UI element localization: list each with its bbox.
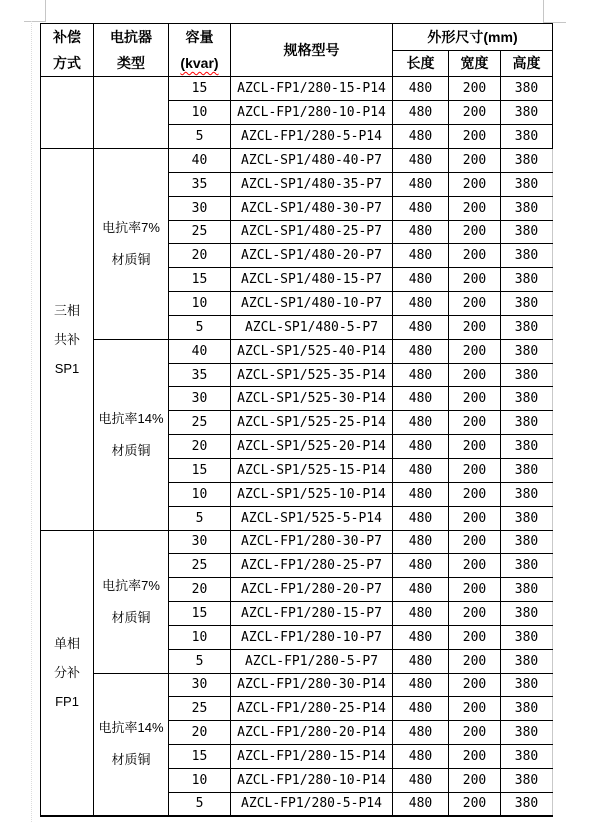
model-cell: AZCL-FP1/280-5-P14 [231,792,393,816]
dim-width-cell: 200 [449,745,501,769]
header-length: 长度 [393,50,449,77]
model-cell: AZCL-FP1/280-30-P7 [231,530,393,554]
dim-width-cell: 200 [449,220,501,244]
dim-length-cell: 480 [393,220,449,244]
cell-text-line: FP1 [55,694,79,710]
cell-text-line: 材质铜 [111,609,151,625]
dim-height-cell: 380 [501,458,553,482]
dim-length-cell: 480 [393,125,449,149]
capacity-cell: 10 [169,625,231,649]
reactor-group-cell [94,673,169,816]
dim-height-cell: 380 [501,101,553,125]
dim-length-cell: 480 [393,673,449,697]
dim-length-cell: 480 [393,530,449,554]
cell-text-line: 材质铜 [111,752,151,768]
header-model: 规格型号 [231,24,393,77]
capacity-cell: 10 [169,768,231,792]
capacity-cell: 15 [169,458,231,482]
header-text: 容量 [185,29,214,45]
dim-width-cell: 200 [449,768,501,792]
dim-height-cell: 380 [501,745,553,769]
dim-height-cell: 380 [501,673,553,697]
section-name-cell [41,530,94,816]
cell-text-line: SP1 [54,360,80,376]
dim-width-cell: 200 [449,649,501,673]
dim-width-cell: 200 [449,435,501,459]
dim-height-cell: 380 [501,697,553,721]
model-cell: AZCL-FP1/280-15-P14 [231,77,393,101]
reactor-group-cell [94,339,169,530]
capacity-cell: 35 [169,172,231,196]
dim-length-cell: 480 [393,625,449,649]
cell-text-line: 电抗率14% [98,410,164,426]
dim-length-cell: 480 [393,172,449,196]
model-cell: AZCL-FP1/280-25-P7 [231,554,393,578]
dim-length-cell: 480 [393,745,449,769]
dim-length-cell: 480 [393,363,449,387]
cell-text-line: 电抗率14% [98,720,164,736]
model-cell: AZCL-SP1/480-20-P7 [231,244,393,268]
model-cell: AZCL-SP1/525-25-P14 [231,411,393,435]
table-row [41,339,553,363]
capacity-cell: 30 [169,673,231,697]
crop-mark-top-right-vertical [543,0,544,23]
cell-text-line: 材质铜 [111,251,151,267]
dim-height-cell: 380 [501,363,553,387]
model-cell: AZCL-SP1/480-15-P7 [231,268,393,292]
dim-height-cell: 380 [501,578,553,602]
capacity-cell: 5 [169,792,231,816]
dim-height-cell: 380 [501,268,553,292]
dim-length-cell: 480 [393,792,449,816]
model-cell: AZCL-FP1/280-5-P14 [231,125,393,149]
capacity-cell: 15 [169,268,231,292]
dim-width-cell: 200 [449,387,501,411]
model-cell: AZCL-SP1/480-25-P7 [231,220,393,244]
dim-length-cell: 480 [393,315,449,339]
dim-width-cell: 200 [449,578,501,602]
capacity-cell: 5 [169,315,231,339]
dim-height-cell: 380 [501,482,553,506]
cell-text-line: 分补 [53,665,80,681]
dim-length-cell: 480 [393,482,449,506]
dim-width-cell: 200 [449,125,501,149]
dim-width-cell: 200 [449,697,501,721]
dim-width-cell: 200 [449,625,501,649]
capacity-cell: 35 [169,363,231,387]
model-cell: AZCL-SP1/525-30-P14 [231,387,393,411]
header-dimensions: 外形尺寸(mm) [393,24,553,51]
header-text: 补偿 [53,29,81,45]
dim-height-cell: 380 [501,721,553,745]
model-cell: AZCL-FP1/280-10-P14 [231,768,393,792]
dim-width-cell: 200 [449,530,501,554]
header-text: 电抗器 [110,29,152,45]
header-capacity [169,24,231,77]
table-header [41,24,553,77]
dim-width-cell: 200 [449,721,501,745]
model-cell: AZCL-SP1/525-5-P14 [231,506,393,530]
dim-height-cell: 380 [501,149,553,173]
dim-width-cell: 200 [449,458,501,482]
dim-height-cell: 380 [501,339,553,363]
dim-width-cell: 200 [449,554,501,578]
table-row [41,149,553,173]
cell-text-line: 单相 [53,636,80,652]
cell-text-line: 电抗率7% [102,577,160,593]
dim-height-cell: 380 [501,602,553,626]
dim-length-cell: 480 [393,292,449,316]
model-cell: AZCL-FP1/280-25-P14 [231,697,393,721]
dim-width-cell: 200 [449,244,501,268]
reactor-group-cell [94,530,169,673]
dim-height-cell: 380 [501,792,553,816]
dim-width-cell: 200 [449,339,501,363]
capacity-cell: 15 [169,77,231,101]
model-cell: AZCL-FP1/280-20-P14 [231,721,393,745]
capacity-cell: 40 [169,339,231,363]
model-cell: AZCL-FP1/280-20-P7 [231,578,393,602]
capacity-cell: 10 [169,292,231,316]
dim-height-cell: 380 [501,292,553,316]
reactor-type-cell-continued [94,77,169,149]
dim-length-cell: 480 [393,458,449,482]
model-cell: AZCL-SP1/480-40-P7 [231,149,393,173]
header-width: 宽度 [449,50,501,77]
dim-length-cell: 480 [393,506,449,530]
dim-height-cell: 380 [501,196,553,220]
model-cell: AZCL-SP1/480-35-P7 [231,172,393,196]
dim-width-cell: 200 [449,673,501,697]
header-text: 方式 [53,55,81,71]
dim-width-cell: 200 [449,482,501,506]
dim-height-cell: 380 [501,315,553,339]
dim-height-cell: 380 [501,220,553,244]
dim-length-cell: 480 [393,149,449,173]
capacity-cell: 25 [169,697,231,721]
spec-table [40,23,553,817]
dim-length-cell: 480 [393,411,449,435]
dim-length-cell: 480 [393,554,449,578]
model-cell: AZCL-FP1/280-30-P14 [231,673,393,697]
model-cell: AZCL-SP1/480-30-P7 [231,196,393,220]
dim-height-cell: 380 [501,411,553,435]
reactor-group-cell [94,149,169,340]
header-compensation-method [41,24,94,77]
capacity-cell: 20 [169,244,231,268]
dim-width-cell: 200 [449,292,501,316]
capacity-cell: 15 [169,745,231,769]
cell-text-line: 电抗率7% [102,219,160,235]
capacity-cell: 20 [169,435,231,459]
dim-width-cell: 200 [449,77,501,101]
dim-length-cell: 480 [393,196,449,220]
model-cell: AZCL-FP1/280-15-P14 [231,745,393,769]
header-height: 高度 [501,50,553,77]
dim-length-cell: 480 [393,602,449,626]
header-text-kvar-spellcheck: (kvar) [180,55,219,71]
dim-width-cell: 200 [449,792,501,816]
dim-height-cell: 380 [501,649,553,673]
capacity-cell: 30 [169,387,231,411]
continuation-rows [41,77,553,149]
dim-width-cell: 200 [449,411,501,435]
capacity-cell: 5 [169,506,231,530]
model-cell: AZCL-FP1/280-15-P7 [231,602,393,626]
dim-length-cell: 480 [393,101,449,125]
dim-width-cell: 200 [449,268,501,292]
table-row [41,77,553,101]
model-cell: AZCL-SP1/525-15-P14 [231,458,393,482]
dim-width-cell: 200 [449,363,501,387]
dim-length-cell: 480 [393,387,449,411]
table-row [41,673,553,697]
dim-height-cell: 380 [501,244,553,268]
dim-length-cell: 480 [393,578,449,602]
dim-length-cell: 480 [393,721,449,745]
dim-width-cell: 200 [449,506,501,530]
capacity-cell: 10 [169,101,231,125]
table-row [41,530,553,554]
header-reactor-type [94,24,169,77]
model-cell: AZCL-FP1/280-10-P7 [231,625,393,649]
compensation-cell-continued [41,77,94,149]
dim-length-cell: 480 [393,77,449,101]
dim-width-cell: 200 [449,101,501,125]
capacity-cell: 15 [169,602,231,626]
dim-length-cell: 480 [393,768,449,792]
dim-length-cell: 480 [393,339,449,363]
capacity-cell: 20 [169,721,231,745]
capacity-cell: 25 [169,554,231,578]
model-cell: AZCL-FP1/280-10-P14 [231,101,393,125]
dim-height-cell: 380 [501,768,553,792]
dim-height-cell: 380 [501,625,553,649]
dim-width-cell: 200 [449,149,501,173]
capacity-cell: 25 [169,411,231,435]
cell-text-line: 三相 [53,302,80,318]
model-cell: AZCL-SP1/480-10-P7 [231,292,393,316]
dim-height-cell: 380 [501,172,553,196]
dim-width-cell: 200 [449,172,501,196]
header-text: 类型 [117,55,145,71]
dim-width-cell: 200 [449,602,501,626]
section-name-cell [41,149,94,531]
model-cell: AZCL-SP1/480-5-P7 [231,315,393,339]
crop-mark-top-left-horizontal [24,21,46,22]
dim-length-cell: 480 [393,268,449,292]
capacity-cell: 10 [169,482,231,506]
crop-mark-top-left-vertical [45,0,46,21]
model-cell: AZCL-SP1/525-35-P14 [231,363,393,387]
cell-text-line: 共补 [53,331,80,347]
dim-length-cell: 480 [393,697,449,721]
dim-height-cell: 380 [501,77,553,101]
dim-length-cell: 480 [393,244,449,268]
capacity-cell: 30 [169,530,231,554]
dim-height-cell: 380 [501,530,553,554]
dim-length-cell: 480 [393,435,449,459]
dim-height-cell: 380 [501,435,553,459]
dim-height-cell: 380 [501,387,553,411]
dim-width-cell: 200 [449,196,501,220]
capacity-cell: 5 [169,125,231,149]
capacity-cell: 40 [169,149,231,173]
capacity-cell: 20 [169,578,231,602]
dim-height-cell: 380 [501,125,553,149]
text-boundary-line [31,21,32,822]
capacity-cell: 30 [169,196,231,220]
cell-text-line: 材质铜 [111,442,151,458]
dim-height-cell: 380 [501,506,553,530]
capacity-cell: 5 [169,649,231,673]
model-cell: AZCL-SP1/525-20-P14 [231,435,393,459]
model-cell: AZCL-FP1/280-5-P7 [231,649,393,673]
model-cell: AZCL-SP1/525-40-P14 [231,339,393,363]
dim-height-cell: 380 [501,554,553,578]
model-cell: AZCL-SP1/525-10-P14 [231,482,393,506]
capacity-cell: 25 [169,220,231,244]
dim-width-cell: 200 [449,315,501,339]
table-body [41,149,553,817]
dim-length-cell: 480 [393,649,449,673]
